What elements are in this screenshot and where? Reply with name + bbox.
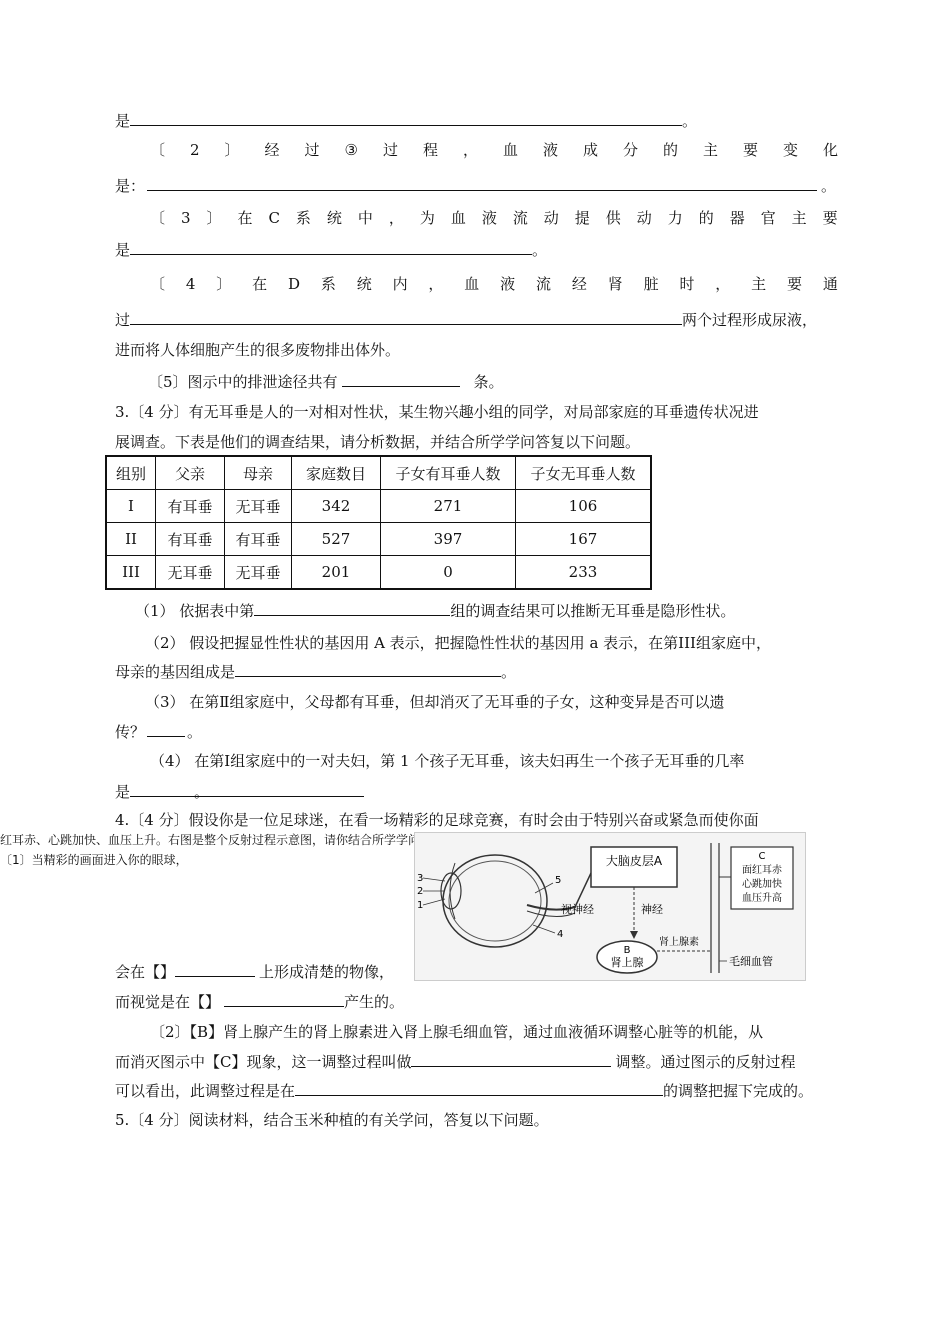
answer-blank[interactable] (254, 601, 450, 616)
spread-char: 肾 (607, 275, 623, 293)
answer-blank[interactable] (235, 662, 501, 677)
spread-char: 变 (782, 141, 798, 159)
spread-char: 液 (500, 275, 516, 293)
spread-char: D (287, 275, 300, 293)
q3-intro-line2: 展调查。下表是他们的调查结果，请分析数据，并结合所学学问答复以下问题。 (115, 433, 641, 451)
spread-char: 要 (742, 141, 758, 159)
q2-part3-end: 。 (532, 241, 548, 259)
spread-char: 的 (698, 209, 714, 227)
q2-part4-line2 (115, 310, 817, 330)
table-cell: 有耳垂 (156, 523, 225, 556)
q2-part3-prefix: 是 (115, 241, 131, 259)
q4-sub2-line3 (115, 1081, 813, 1101)
table-cell: 167 (516, 523, 652, 556)
spread-char: 动 (636, 209, 652, 227)
spread-char: 〔 (150, 275, 166, 293)
optic-nerve-label: 视神经 (561, 903, 594, 916)
table-cell: 0 (381, 556, 516, 590)
spread-char: 为 (419, 209, 435, 227)
effect-line: 心跳加快 (742, 879, 782, 890)
spread-char: 2 (190, 141, 200, 159)
spread-char: ， (462, 141, 478, 159)
q3-sub3-line1: （3） 在第Ⅱ组家庭中，父母都有耳垂，但却消灭了无耳垂的子女，这种变异是否可以遗 (145, 693, 725, 711)
spread-char: 统 (356, 275, 372, 293)
q2-line0 (115, 111, 697, 131)
q2-part4-line1 (150, 274, 838, 294)
spread-char: 中 (357, 209, 373, 227)
q4-intro-line3: 〔1〕当精彩的画面进入你的眼球， (0, 853, 188, 867)
q3-intro-line1: 3.〔4 分〕有无耳垂是人的一对相对性状，某生物兴趣小组的同学，对局部家庭的耳垂遗传状况进 (115, 403, 759, 421)
table-cell: 有耳垂 (156, 490, 225, 523)
q2-part4-prefix: 过 (115, 311, 131, 329)
q2-part2-line2 (115, 176, 836, 196)
q2-part5 (148, 372, 504, 392)
q3-sub2-line1: （2） 假设把握显性性状的基因用 A 表示，把握隐性性状的基因用 a 表示，在第III组家庭中， (145, 634, 771, 652)
q2-part3-line1 (150, 208, 838, 228)
table-cell: 106 (516, 490, 652, 523)
table-header-row (106, 456, 651, 490)
spread-char: 〕 (224, 141, 240, 159)
q3-sub1 (135, 601, 735, 621)
answer-blank[interactable] (295, 1081, 663, 1096)
table-cell: 397 (381, 523, 516, 556)
q3-sub4-line2 (115, 782, 209, 802)
q3-sub1-suffix: 组的调查结果可以推断无耳垂是隐形性状。 (450, 602, 736, 620)
adrenaline-label: 肾上腺素 (659, 937, 699, 948)
table-cell: 527 (292, 523, 381, 556)
effect-line: 面红耳赤 (742, 865, 782, 876)
table-cell: 无耳垂 (225, 490, 292, 523)
spread-char: 脏 (643, 275, 659, 293)
table-cell: 有耳垂 (225, 523, 292, 556)
spread-char: 血 (502, 141, 518, 159)
q4-sub2-suffix: 调整。通过图示的反射过程 (615, 1053, 796, 1071)
answer-blank[interactable] (147, 722, 185, 737)
q2-part4-suffix: 两个过程形成尿液， (682, 311, 818, 329)
spread-char: 统 (326, 209, 342, 227)
spread-char: 要 (787, 275, 803, 293)
spread-char: 4 (185, 275, 196, 293)
table-header: 父亲 (156, 456, 225, 490)
q4-sub1b-prefix: 而视觉是在【】 (115, 993, 221, 1011)
table-cell: 无耳垂 (156, 556, 225, 590)
survey-table (105, 455, 652, 590)
q5-intro: 5.〔4 分〕阅读材料，结合玉米种植的有关学问，答复以下问题。 (115, 1111, 549, 1129)
q4-sub2-line2 (115, 1052, 796, 1072)
spread-char: 系 (320, 275, 336, 293)
q4-sub1b-suffix: 产生的。 (344, 993, 405, 1011)
table-cell: III (106, 556, 156, 590)
answer-blank[interactable] (130, 111, 682, 126)
spread-char: 要 (822, 209, 838, 227)
q4-sub1-prefix: 会在【】 (115, 963, 176, 981)
spread-char: 通 (822, 275, 838, 293)
eye-label: 3 (417, 873, 424, 884)
q4-sub1-line1 (115, 962, 394, 982)
capillary-label: 毛细血管 (729, 955, 773, 968)
spread-char: 的 (662, 141, 678, 159)
spread-char: 力 (667, 209, 683, 227)
eye-label: 1 (417, 900, 424, 911)
q3-sub1-prefix: （1） 依据表中第 (135, 602, 255, 620)
spread-char: 器 (729, 209, 745, 227)
spread-char: 流 (536, 275, 552, 293)
q4-intro-line1: 4.〔4 分〕假设你是一位足球迷，在看一场精彩的足球竞赛，有时会由于特别兴奋或紧急而使你面 (115, 811, 759, 829)
effect-letter: C (758, 851, 766, 862)
table-header: 母亲 (225, 456, 292, 490)
spread-char: 程 (422, 141, 438, 159)
spread-char: 〔 (150, 209, 166, 227)
table-header: 子女无耳垂人数 (516, 456, 652, 490)
q4-sub1-line2 (115, 992, 404, 1012)
q3-sub4-prefix: 是 (115, 783, 131, 801)
answer-blank[interactable] (342, 372, 460, 387)
answer-blank[interactable] (130, 782, 364, 797)
table-cell: II (106, 523, 156, 556)
answer-blank[interactable] (147, 176, 817, 191)
spread-char: ， (715, 275, 731, 293)
q3-sub3-prefix: 传？ (115, 723, 146, 741)
answer-blank[interactable] (130, 310, 682, 325)
spread-char: 分 (622, 141, 638, 159)
spread-char: 流 (512, 209, 528, 227)
spread-char: 〕 (216, 275, 232, 293)
q3-sub2-prefix: 母亲的基因组成是 (115, 663, 236, 681)
spread-char: 液 (481, 209, 497, 227)
q3-sub3-line2 (115, 722, 202, 742)
spread-char: 过 (382, 141, 398, 159)
table-cell: 233 (516, 556, 652, 590)
eye-label: 2 (417, 886, 424, 897)
spread-char: 液 (542, 141, 558, 159)
table-cell: 无耳垂 (225, 556, 292, 590)
answer-blank[interactable] (175, 962, 255, 977)
spread-char: 主 (791, 209, 807, 227)
effect-line: 血压升高 (742, 893, 782, 904)
q4-sub2-prefix: 而消灭图示中【C】现象，这一调整过程叫做 (115, 1053, 412, 1071)
spread-char: 成 (582, 141, 598, 159)
spread-char: 提 (574, 209, 590, 227)
answer-blank[interactable] (411, 1052, 611, 1067)
spread-char: 动 (543, 209, 559, 227)
spread-char: 〕 (206, 209, 222, 227)
table-cell: 342 (292, 490, 381, 523)
spread-char: 供 (605, 209, 621, 227)
gland-letter: B (623, 945, 631, 956)
q3-sub4-line1: （4） 在第Ⅰ组家庭中的一对夫妇，第 1 个孩子无耳垂，该夫妇再生一个孩子无耳垂的几率 (150, 752, 745, 770)
q4-sub1-suffix: 上形成清楚的物像， (259, 963, 395, 981)
spread-char: ③ (344, 141, 358, 159)
table-header: 子女有耳垂人数 (381, 456, 516, 490)
q2-line0-prefix: 是 (115, 112, 131, 130)
table-row (106, 556, 651, 590)
q2-part5-prefix: 〔5〕图示中的排泄途径共有 (148, 373, 338, 391)
q4-sub2-line3-suffix: 的调整把握下完成的。 (663, 1082, 814, 1100)
gland-label: 肾上腺 (610, 956, 644, 969)
spread-char: C (268, 209, 280, 227)
eye-label: 4 (557, 929, 564, 940)
q4-sub2-line1: 〔2〕【B】肾上腺产生的肾上腺素进入肾上腺毛细血管，通过血液循环调整心脏等的机能，从 (150, 1023, 764, 1041)
spread-char: 3 (180, 209, 191, 227)
q2-part5-suffix: 条。 (473, 373, 504, 391)
table-row (106, 523, 651, 556)
table-row (106, 490, 651, 523)
spread-char: 内 (392, 275, 408, 293)
spread-char: 血 (464, 275, 480, 293)
q2-part4-line3: 进而将人体细胞产生的很多废物排出体外。 (115, 341, 401, 359)
q2-part3-line2 (115, 240, 547, 260)
table-header: 家庭数目 (292, 456, 381, 490)
answer-blank[interactable] (224, 992, 344, 1007)
answer-blank[interactable] (130, 240, 532, 255)
q4-intro-line2: 红耳赤、心跳加快、血压上升。右图是整个反射过程示意图，请你结合所学学问，答复以下问题： (0, 833, 517, 847)
spread-char: ， (428, 275, 444, 293)
q3-sub4-end: 。 (194, 783, 210, 801)
spread-char: 在 (252, 275, 268, 293)
q2-part2-prefix: 是： (115, 177, 146, 195)
q2-part2-end: 。 (821, 177, 837, 195)
spread-char: 〔 (150, 141, 166, 159)
spread-char: 系 (295, 209, 311, 227)
spread-char: 化 (822, 141, 838, 159)
table-cell: 201 (292, 556, 381, 590)
table-cell: I (106, 490, 156, 523)
eye-label: 5 (555, 875, 562, 886)
spread-char: 经 (264, 141, 280, 159)
spread-char: 主 (751, 275, 767, 293)
spread-char: 过 (304, 141, 320, 159)
table-cell: 271 (381, 490, 516, 523)
spread-char: 主 (702, 141, 718, 159)
spread-char: ， (388, 209, 404, 227)
q3-sub2-line2 (115, 662, 516, 682)
reflex-diagram (414, 832, 806, 981)
nerve-label: 神经 (641, 903, 663, 916)
spread-char: 在 (237, 209, 253, 227)
q4-sub2-line3-prefix: 可以看出，此调整过程是在 (115, 1082, 296, 1100)
spread-char: 时 (679, 275, 695, 293)
spread-char: 官 (760, 209, 776, 227)
spread-char: 血 (450, 209, 466, 227)
table-header: 组别 (106, 456, 156, 490)
q2-line0-end: 。 (682, 112, 698, 130)
q3-sub2-end: 。 (501, 663, 517, 681)
spread-char: 经 (571, 275, 587, 293)
q3-sub3-end: 。 (187, 723, 203, 741)
cortex-label: 大脑皮层A (605, 854, 663, 868)
q2-part2-line1 (150, 140, 838, 160)
